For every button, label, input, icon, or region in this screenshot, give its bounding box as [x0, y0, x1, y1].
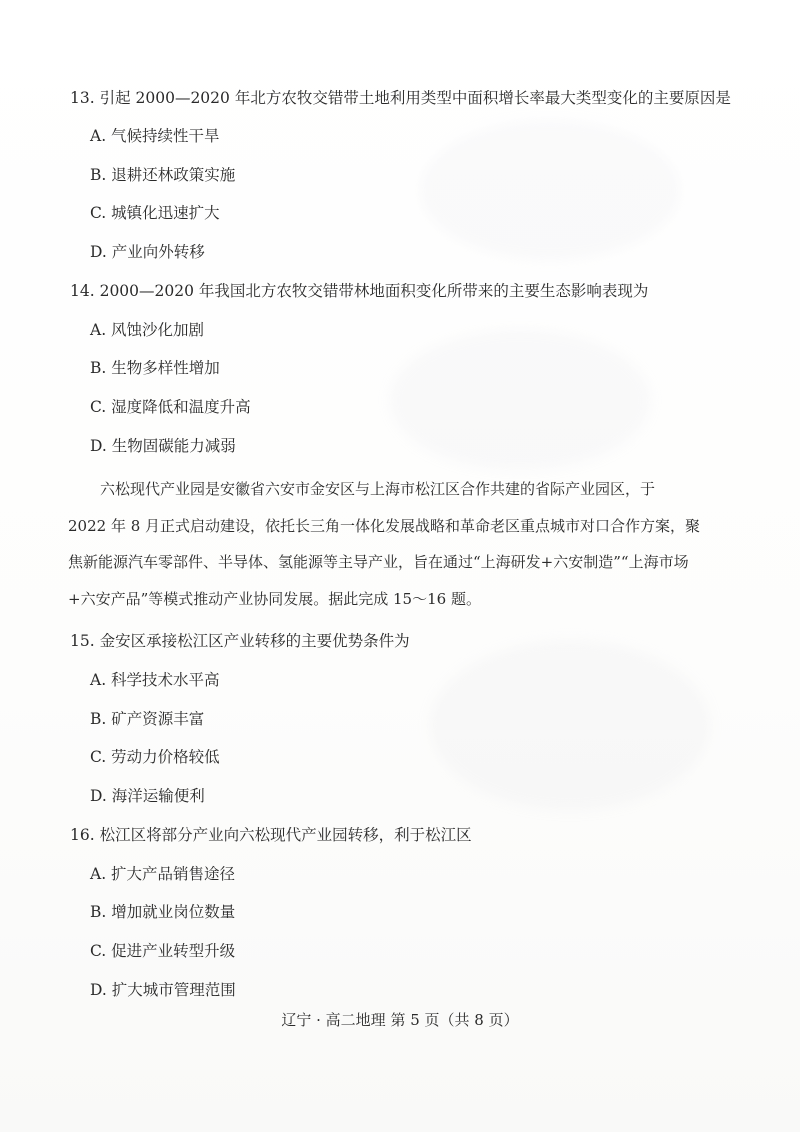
- scan-artifact: [430, 640, 710, 810]
- question-14-option-b: B. 生物多样性增加: [90, 359, 220, 377]
- passage-line: 焦新能源汽车零部件、半导体、氢能源等主导产业，旨在通过“上海研发+六安制造”“上海市场: [68, 553, 689, 571]
- question-14-option-d: D. 生物固碳能力减弱: [90, 437, 236, 455]
- question-16-option-a: A. 扩大产品销售途径: [90, 865, 236, 883]
- question-13-option-c: C. 城镇化迅速扩大: [90, 204, 220, 222]
- question-13-stem: 13. 引起 2000—2020 年北方农牧交错带土地利用类型中面积增长率最大类型变化的主要原因是: [70, 89, 731, 107]
- question-16-option-d: D. 扩大城市管理范围: [90, 981, 236, 999]
- question-15-option-a: A. 科学技术水平高: [90, 671, 220, 689]
- question-16-option-c: C. 促进产业转型升级: [90, 942, 236, 960]
- scan-artifact: [420, 120, 680, 260]
- question-14-option-c: C. 湿度降低和温度升高: [90, 398, 251, 416]
- question-13-option-d: D. 产业向外转移: [90, 243, 205, 261]
- question-15-option-c: C. 劳动力价格较低: [90, 748, 220, 766]
- question-15-stem: 15. 金安区承接松江区产业转移的主要优势条件为: [70, 632, 410, 650]
- page-footer: 辽宁 · 高二地理 第 5 页（共 8 页）: [281, 1011, 519, 1029]
- passage-line: 2022 年 8 月正式启动建设，依托长三角一体化发展战略和革命老区重点城市对口合作方案，聚: [68, 517, 701, 535]
- question-13-option-b: B. 退耕还林政策实施: [90, 166, 236, 184]
- question-14-stem: 14. 2000—2020 年我国北方农牧交错带林地面积变化所带来的主要生态影响表现为: [70, 282, 649, 300]
- passage-line: +六安产品”等模式推动产业协同发展。据此完成 15～16 题。: [68, 590, 481, 608]
- scan-artifact: [390, 330, 650, 470]
- question-15-option-b: B. 矿产资源丰富: [90, 710, 205, 728]
- question-16-stem: 16. 松江区将部分产业向六松现代产业园转移，利于松江区: [70, 826, 472, 844]
- question-15-option-d: D. 海洋运输便利: [90, 787, 205, 805]
- passage-line: 六松现代产业园是安徽省六安市金安区与上海市松江区合作共建的省际产业园区，于: [100, 480, 656, 498]
- question-13-option-a: A. 气候持续性干旱: [90, 127, 220, 145]
- question-14-option-a: A. 风蚀沙化加剧: [90, 321, 205, 339]
- question-16-option-b: B. 增加就业岗位数量: [90, 903, 236, 921]
